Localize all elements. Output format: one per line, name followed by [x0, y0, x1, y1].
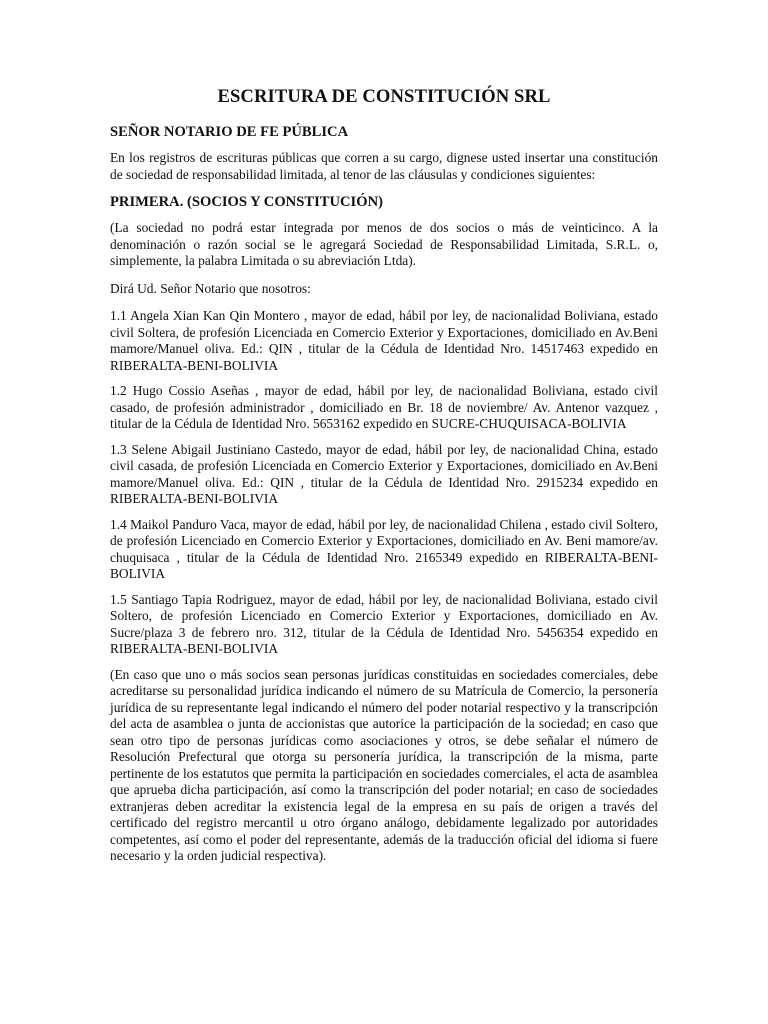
clause-1-note: (La sociedad no podrá estar integrada por menos de dos socios o más de veinticinco. A la denominación o razón social se le agregará Sociedad de Responsabilidad Limitada, S.R.L. o, simplemente, la palabra Limitada o su abreviación Ltda). — [110, 220, 658, 268]
partner-paragraph-4: 1.4 Maikol Panduro Vaca, mayor de edad, hábil por ley, de nacionalidad Chilena , estado civil Soltero, de profesión Licenciado en Comercio Exterior y Exportaciones, domiciliado en Av. Beni mamore/av. chuquisaca , titular de la Cédula de Identidad Nro. 2165349 expedido en RIBERALTA-BENI-BOLIVIA — [110, 516, 658, 581]
partner-paragraph-2: 1.2 Hugo Cossio Aseñas , mayor de edad, hábil por ley, de nacionalidad Boliviana, estado civil casado, de profesión administrador , domiciliado en Br. 18 de noviembre/ Av. Antenor vazquez , titular de la Cédula de Identidad Nro. 5653162 expedido en SUCRE-CHUQUISACA-BOLIVIA — [110, 383, 658, 431]
document-page — [110, 86, 658, 874]
document-title: ESCRITURA DE CONSTITUCIÓN SRL — [217, 86, 551, 107]
statement-paragraph: Dirá Ud. Señor Notario que nosotros: — [110, 280, 311, 296]
intro-paragraph: En los registros de escrituras públicas que corren a su cargo, dignese usted insertar una constitución de sociedad de responsabilidad limitada, al tenor de las cláusulas y condiciones siguientes: — [110, 150, 658, 182]
addressee-heading: SEÑOR NOTARIO DE FE PÚBLICA — [110, 124, 349, 140]
partner-paragraph-5: 1.5 Santiago Tapia Rodriguez, mayor de edad, hábil por ley, de nacionalidad Boliviana, estado civil Soltero, de profesión Licenciado en Comercio Exterior y Exportaciones, domiciliado en Av. Sucre/plaza 3 de febrero nro. 312, titular de la Cédula de Identidad Nro. 5456354 expedido en RIBERALTA-BENI-BOLIVIA — [110, 591, 658, 656]
partner-paragraph-1: 1.1 Angela Xian Kan Qin Montero , mayor de edad, hábil por ley, de nacionalidad Boliviana, estado civil Soltera, de profesión Licenciada en Comercio Exterior y Exportaciones, domiciliado en Av.Beni mamore/Manuel oliva. Ed.: QIN , titular de la Cédula de Identidad Nro. 14517463 expedido en RIBERALTA-BENI-BOLIVIA — [110, 308, 658, 373]
legal-entities-note: (En caso que uno o más socios sean personas jurídicas constituidas en sociedades comerciales, debe acreditarse su personalidad jurídica indicando el número de su Matrícula de Comercio, la personería jurídica de su representante legal indicando el número del poder notarial respectivo y la transcripción del acta de asamblea o junta de accionistas que autorice la participación de la sociedad; en caso que sean otro tipo de personas jurídicas como asociaciones y otros, se debe señalar el número de Resolución Prefectural que otorga su personería jurídica, la transcripción de la misma, parte pertinente de los estatutos que permita la participación en sociedades comerciales, el acta de asamblea que aprueba dicha participación, así como la transcripción del poder notarial; en caso de sociedades extranjeras deben acreditar la existencia legal de la empresa en su país de origen a través del certificado del registro mercantil u otro órgano análogo, debidamente legalizado por autoridades competentes, así como el poder del representante, además de la traducción oficial del idioma si fuere necesario y la orden judicial respectiva). — [110, 666, 658, 863]
clause-1-heading: PRIMERA. (SOCIOS Y CONSTITUCIÓN) — [110, 194, 383, 210]
partner-paragraph-3: 1.3 Selene Abigail Justiniano Castedo, mayor de edad, hábil por ley, de nacionalidad China, estado civil casada, de profesión Licenciada en Comercio Exterior y Exportaciones, domiciliado en Av.Beni mamore/Manuel oliva. Ed.: QIN , titular de la Cédula de Identidad Nro. 2915234 expedido en RIBERALTA-BENI-BOLIVIA — [110, 441, 658, 506]
